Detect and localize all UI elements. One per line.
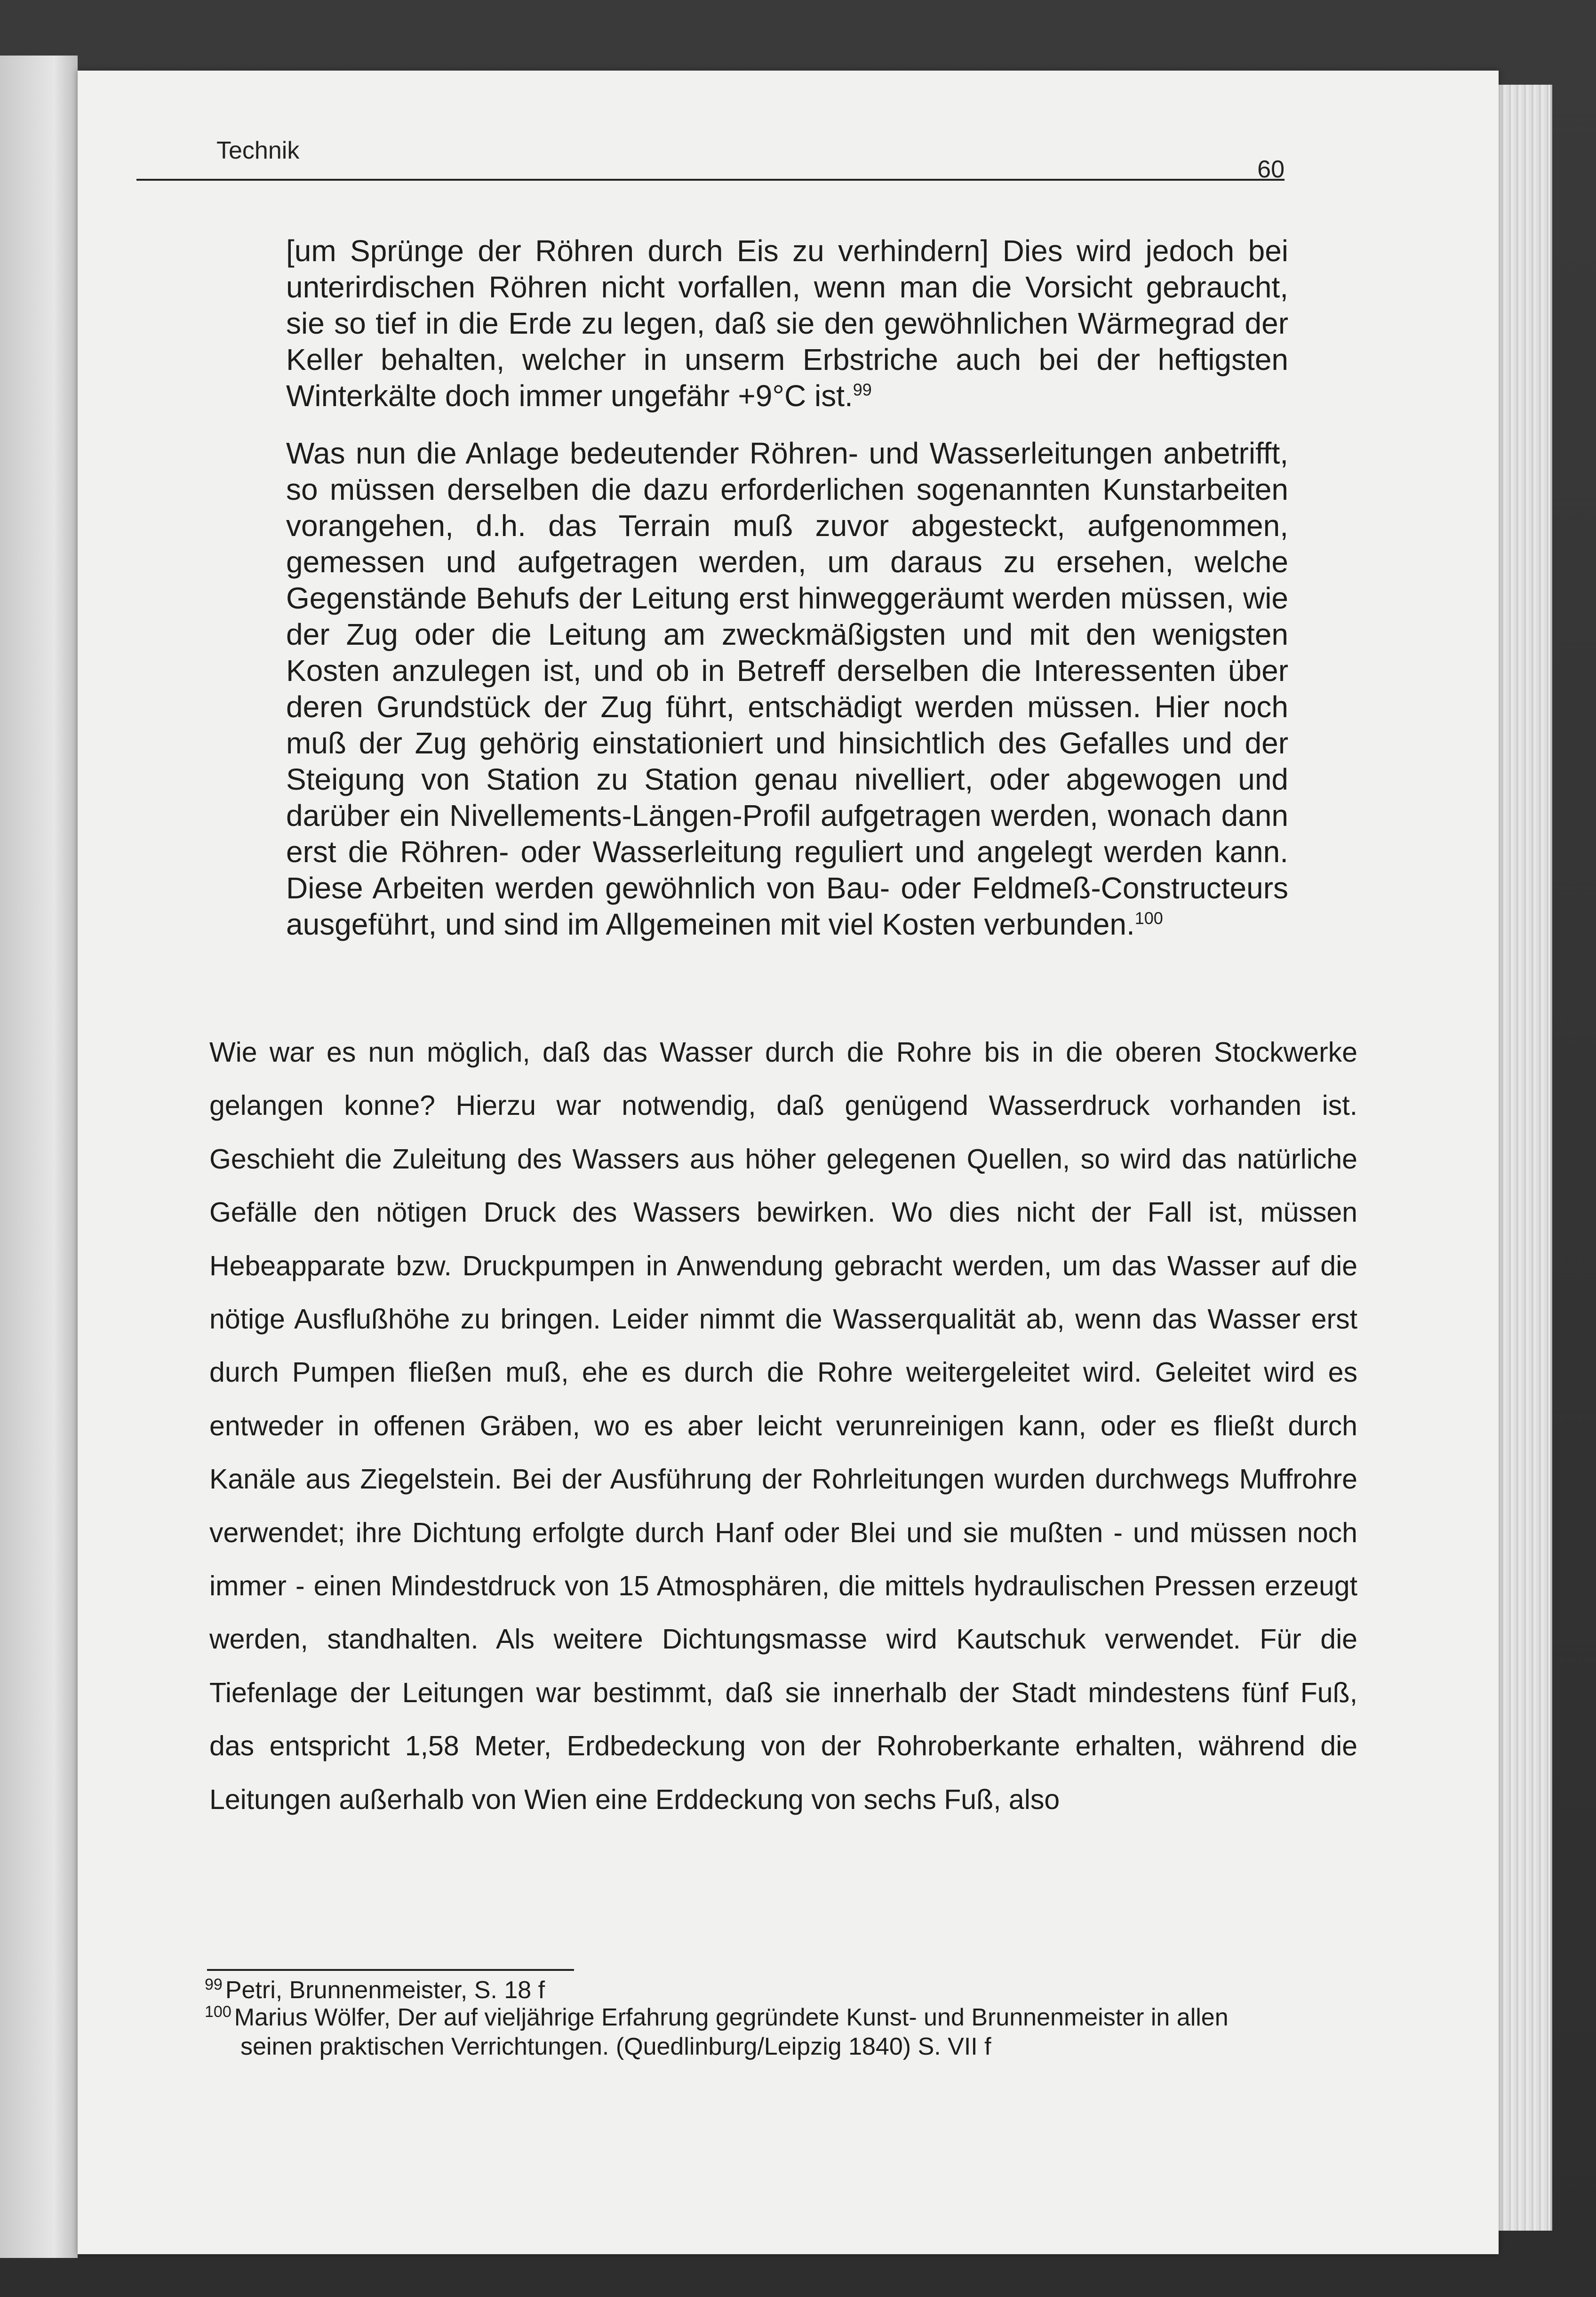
footnote-ref-100: 100 [1134,908,1163,928]
running-header [136,136,1285,181]
footnote-text-line2: seinen praktischen Verrichtungen. (Quedlinburg/Leipzig 1840) S. VII f [240,2033,991,2060]
left-page-edge [0,56,78,2258]
block-quote-2 [286,435,1288,943]
block-quote-1-text: [um Sprünge der Röhren durch Eis zu verhindern] Dies wird jedoch bei unterirdischen Röhren nicht vorfallen, wenn man die Vorsicht gebraucht, sie so tief in die Erde zu legen, daß sie den gewöhnlichen Wärmegrad der Keller behalten, welcher in unserm Erbstriche auch bei der heftigsten Winterkälte doch immer ungefähr +9°C ist. [286,234,1288,413]
footnote-100 [205,2003,1334,2061]
header-title: Technik [216,137,300,164]
footnote-number: 99 [205,1975,223,1993]
footnote-number: 100 [205,2002,231,2021]
footnote-text-line1: Marius Wölfer, Der auf vieljährige Erfahrung gegründete Kunst- und Brunnenmeister in allen [234,2004,1229,2031]
block-quote-2-text: Was nun die Anlage bedeutender Röhren- und Wasserleitungen anbetrifft, so müssen derselben die dazu erforderlichen sogenannten Kunstarbeiten vorangehen, d.h. das Terrain muß zuvor abgesteckt, aufgenommen, gemessen und aufgetragen werden, um daraus zu ersehen, welche Gegenstände Behufs der Leitung erst hinweggeräumt werden müssen, wie der Zug oder die Leitung am zweckmäßigsten und mit den wenigsten Kosten anzulegen ist, und ob in Betreff derselben die Interessenten über deren Grundstück der Zug führt, entschädigt werden müssen. Hier noch muß der Zug gehörig einstationiert und hinsichtlich des Gefalles und der Steigung von Station zu Station genau nivelliert, oder abgewogen und darüber ein Nivellements-Längen-Profil aufgetragen werden, wonach dann erst die Röhren- oder Wasserleitung reguliert und angelegt werden kann. Diese Arbeiten werden gewöhnlich von Bau- oder Feldmeß-Constructeurs ausgeführt, und sind im Allgemeinen mit viel Kosten verbunden. [286,436,1288,941]
footnote-text: Petri, Brunnenmeister, S. 18 f [225,1977,545,2004]
footnote-99 [205,1976,1334,2005]
body-paragraph: Wie war es nun möglich, daß das Wasser durch die Rohre bis in die oberen Stockwerke gelangen konne? Hierzu war notwendig, daß genügend Wasserdruck vorhanden ist. Geschieht die Zuleitung des Wassers aus höher gelegenen Quellen, so wird das natürliche Gefälle den nötigen Druck des Wassers bewirken. Wo dies nicht der Fall ist, müssen Hebeapparate bzw. Druckpumpen in Anwendung gebracht werden, um das Wasser auf die nötige Ausflußhöhe zu bringen. Leider nimmt die Wasserqualität ab, wenn das Wasser erst durch Pumpen fließen muß, ehe es durch die Rohre weitergeleitet wird. Geleitet wird es entweder in offenen Gräben, wo es aber leicht verunreinigen kann, oder es fließt durch Kanäle aus Ziegelstein. Bei der Ausführung der Rohrleitungen wurden durchwegs Muffrohre verwendet; ihre Dichtung erfolgte durch Hanf oder Blei und sie mußten - und müssen noch immer - einen Mindestdruck von 15 Atmosphären, die mittels hydraulischen Pressen erzeugt werden, standhalten. Als weitere Dichtungsmasse wird Kautschuk verwendet. Für die Tiefenlage der Leitungen war bestimmt, daß sie innerhalb der Stadt mindestens fünf Fuß, das entspricht 1,58 Meter, Erdbedeckung von der Rohroberkante erhalten, während die Leitungen außerhalb von Wien eine Erddeckung von sechs Fuß, also [209,1037,1357,1815]
footnote-ref-99: 99 [853,380,872,400]
block-quote-1 [286,233,1288,414]
footnote-divider [207,1969,574,1971]
page-number: 60 [1257,156,1285,183]
page-stack-edge [1499,85,1552,2231]
